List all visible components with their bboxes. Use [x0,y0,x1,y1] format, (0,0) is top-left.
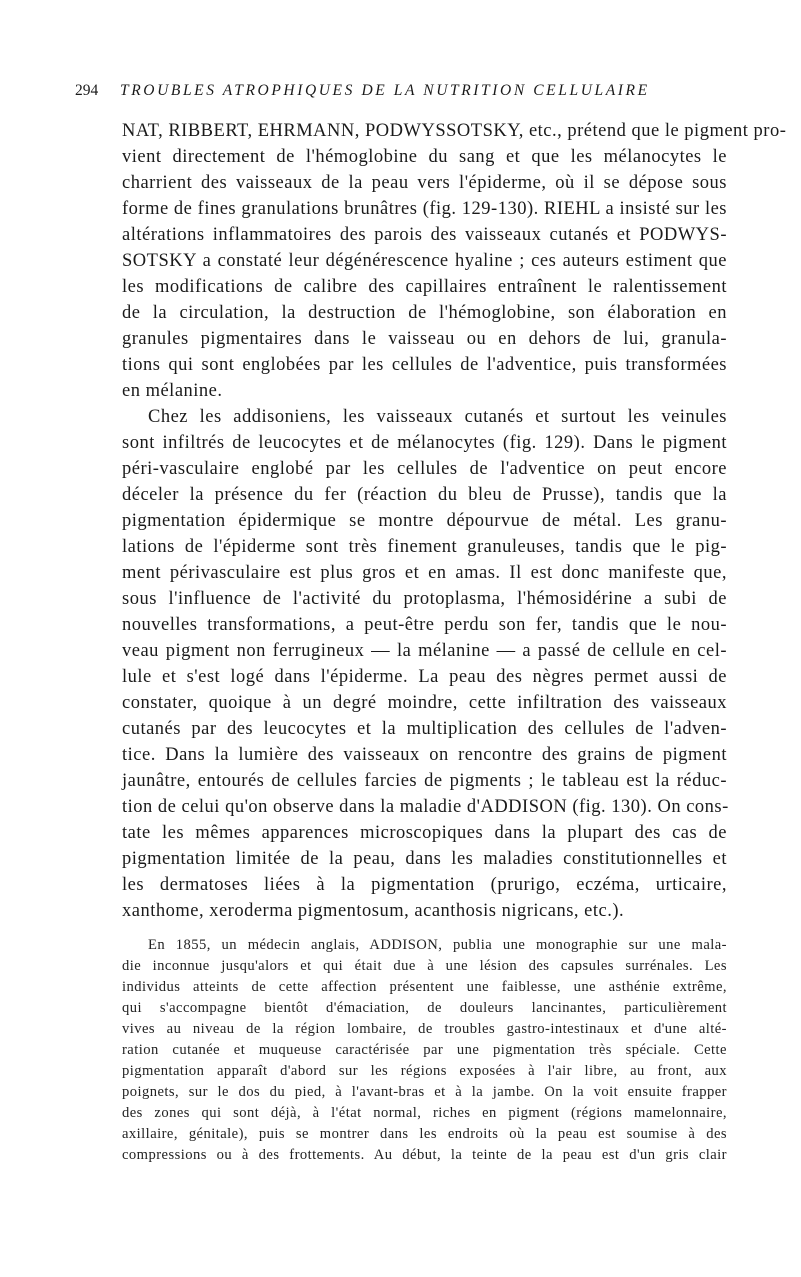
text-line: jaunâtre, entourés de cellules farcies de pigments ; le tableau est la réduc- [122,771,727,791]
text-line: tice. Dans la lumière des vaisseaux on rencontre des grains de pigment [122,745,727,765]
text-line: en mélanine. [122,381,223,401]
text-line: constater, quoique à un degré moindre, cette infiltration des vaisseaux [122,693,727,713]
text-line: SOTSKY a constaté leur dégénérescence hyaline ; ces auteurs estiment que [122,251,727,271]
note-line: pigmentation apparaît d'abord sur les régions exposées à l'air libre, au front, aux [122,1063,727,1079]
text-line: pigmentation limitée de la peau, dans les maladies constitutionnelles et [122,849,727,869]
text-line: tate les mêmes apparences microscopiques dans la plupart des cas de [122,823,727,843]
text-line: altérations inflammatoires des parois des vaisseaux cutanés et PODWYS- [122,225,727,245]
note-line: des zones qui sont déjà, à l'état normal, riches en pigment (régions mamelonnaire, [122,1105,727,1121]
text-line: déceler la présence du fer (réaction du bleu de Prusse), tandis que la [122,485,727,505]
text-line: Chez les addisoniens, les vaisseaux cutanés et surtout les veinules [148,407,727,427]
text-line: tion de celui qu'on observe dans la maladie d'ADDISON (fig. 130). On cons- [122,797,729,817]
note-line: qui s'accompagne bientôt d'émaciation, de douleurs lancinantes, particulièrement [122,1000,727,1016]
note-line: die inconnue jusqu'alors et qui était due à une lésion des capsules surrénales. Les [122,958,727,974]
text-line: de la circulation, la destruction de l'hémoglobine, son élaboration en [122,303,727,323]
text-line: charrient des vaisseaux de la peau vers l'épiderme, où il se dépose sous [122,173,727,193]
text-line: veau pigment non ferrugineux — la mélanine — a passé de cellule en cel- [122,641,727,661]
text-line: sont infiltrés de leucocytes et de mélanocytes (fig. 129). Dans le pigment [122,433,727,453]
text-line: granules pigmentaires dans le vaisseau ou en dehors de lui, granula- [122,329,727,349]
note-line: En 1855, un médecin anglais, ADDISON, publia une monographie sur une mala- [148,937,727,953]
running-title: TROUBLES ATROPHIQUES DE LA NUTRITION CELLULAIRE [120,82,650,99]
text-line: ment périvasculaire est plus gros et en amas. Il est donc manifeste que, [122,563,727,583]
note-line: poignets, sur le dos du pied, à l'avant-bras et à la jambe. On la voit ensuite frapper [122,1084,727,1100]
note-line: vives au niveau de la région lombaire, de troubles gastro-intestinaux et d'une alté- [122,1021,727,1037]
text-line: les dermatoses liées à la pigmentation (prurigo, eczéma, urticaire, [122,875,727,895]
text-line: lule et s'est logé dans l'épiderme. La peau des nègres permet aussi de [122,667,727,687]
text-line: pigmentation épidermique se montre dépourvue de métal. Les granu- [122,511,727,531]
text-line: vient directement de l'hémoglobine du sang et que les mélanocytes le [122,147,727,167]
text-line: sous l'influence de l'activité du protoplasma, l'hémosidérine a subi de [122,589,727,609]
text-line: nouvelles transformations, a peut-être perdu son fer, tandis que le nou- [122,615,727,635]
text-line: tions qui sont englobées par les cellules de l'adventice, puis transformées [122,355,727,375]
text-line: NAT, RIBBERT, EHRMANN, PODWYSSOTSKY, etc., prétend que le pigment pro- [122,121,787,141]
text-line: forme de fines granulations brunâtres (fig. 129-130). RIEHL a insisté sur les [122,199,727,219]
text-line: lations de l'épiderme sont très finement granuleuses, tandis que le pig- [122,537,727,557]
note-line: individus atteints de cette affection présentent une faiblesse, une asthénie extrême, [122,979,727,995]
note-line: axillaire, génitale), puis se montrer dans les endroits où la peau est soumise à des [122,1126,727,1142]
note-line: ration cutanée et muqueuse caractérisée par une pigmentation très spéciale. Cette [122,1042,727,1058]
note-line: compressions ou à des frottements. Au début, la teinte de la peau est d'un gris clair [122,1147,727,1163]
text-line: xanthome, xeroderma pigmentosum, acanthosis nigricans, etc.). [122,901,625,921]
text-line: péri-vasculaire englobé par les cellules de l'adventice on peut encore [122,459,727,479]
page-number: 294 [75,82,99,99]
text-line: les modifications de calibre des capillaires entraînent le ralentissement [122,277,727,297]
text-line: cutanés par des leucocytes et la multiplication des cellules de l'adven- [122,719,727,739]
